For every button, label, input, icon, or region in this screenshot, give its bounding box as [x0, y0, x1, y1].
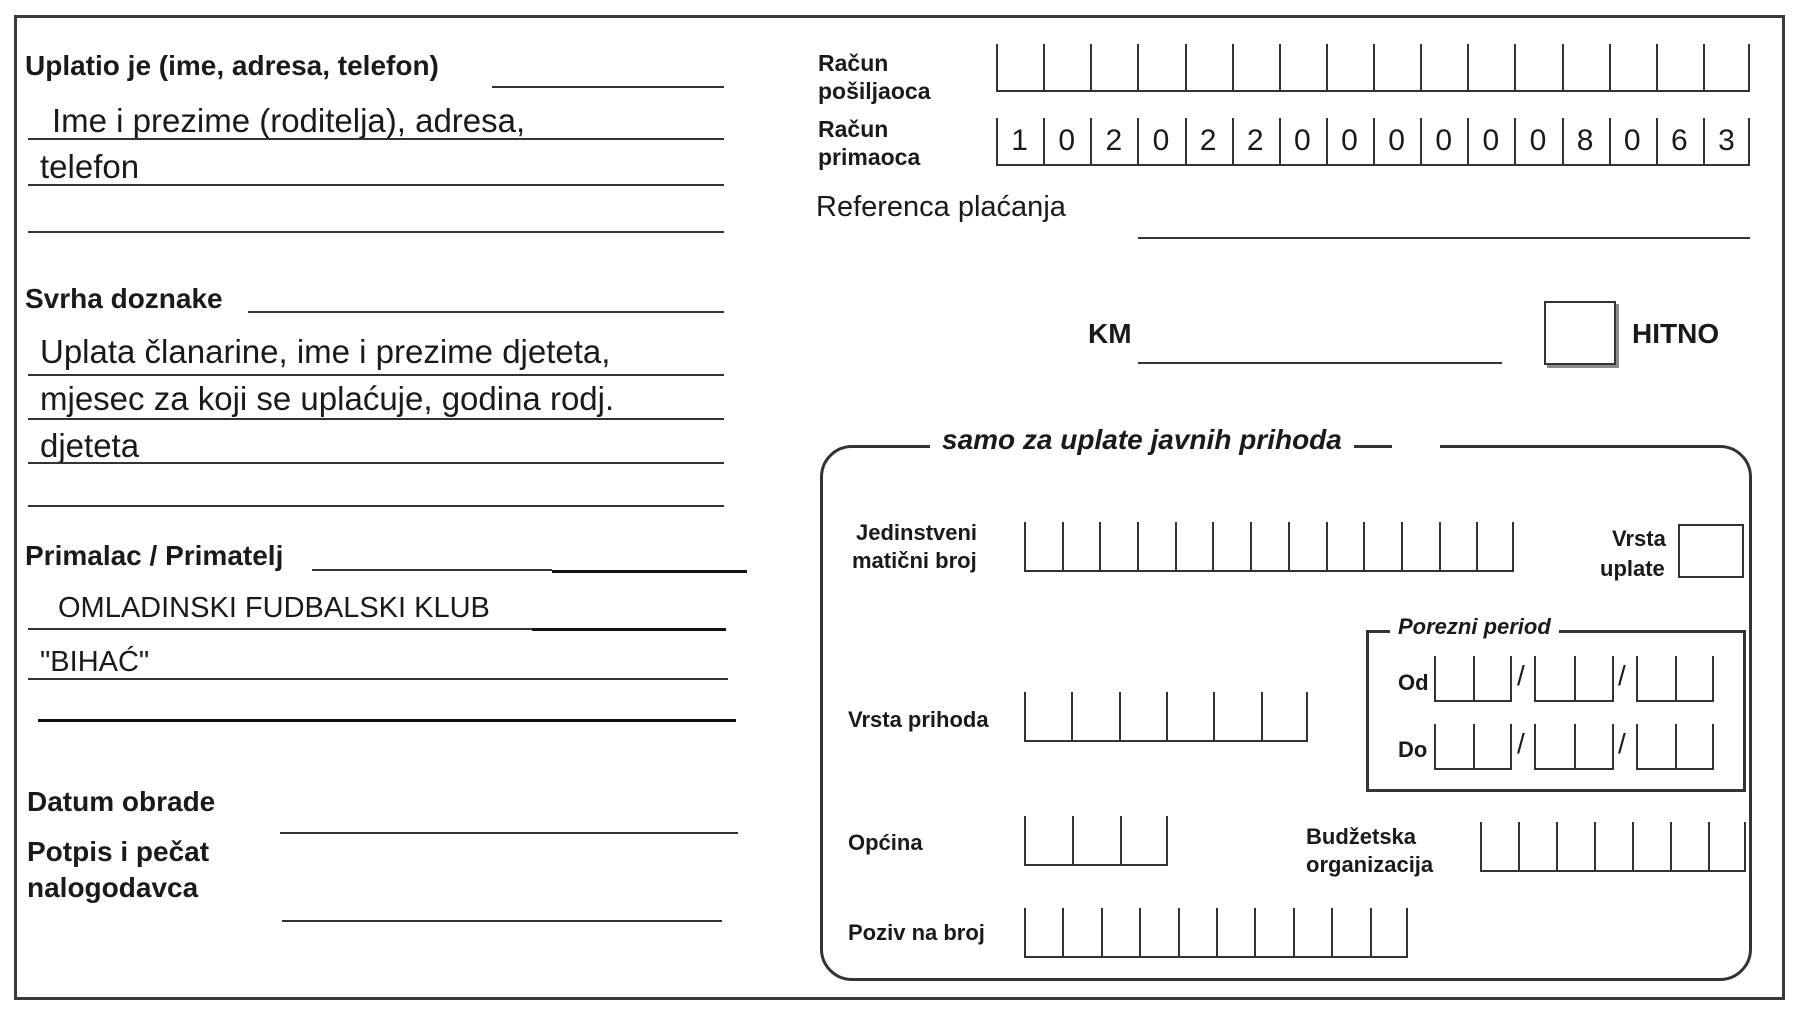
reference-number-label: Poziv na broj [848, 920, 985, 945]
comb-divider [1024, 692, 1026, 740]
recipient-account-digit: 0 [1623, 124, 1641, 157]
budget-org-label-2: organizacija [1306, 852, 1434, 877]
recipient-account-digit: 3 [1718, 124, 1735, 157]
signature-line[interactable] [282, 920, 722, 922]
from-month-field[interactable] [1534, 656, 1614, 702]
budget-org-label-1: Budžetska [1306, 824, 1417, 849]
recipient-account-digit: 0 [1482, 124, 1500, 157]
purpose-label: Svrha doznake [25, 283, 223, 314]
comb-divider [1185, 44, 1187, 90]
recipient-line-1[interactable]: OMLADINSKI FUDBALSKI KLUB [58, 592, 490, 624]
comb-divider [1216, 908, 1218, 956]
comb-divider [1476, 522, 1478, 570]
comb-divider [1072, 816, 1074, 864]
comb-divider [1363, 522, 1365, 570]
comb-divider [1712, 656, 1714, 700]
jmb-label-1: Jedinstveni [856, 520, 978, 545]
comb-divider [1166, 816, 1168, 864]
comb-divider [1250, 522, 1252, 570]
comb-divider [1370, 908, 1372, 956]
comb-divider [1166, 692, 1168, 740]
comb-divider [1632, 822, 1634, 870]
to-day-field[interactable] [1434, 724, 1512, 770]
to-year-field[interactable] [1636, 724, 1714, 770]
recipient-line-1-underline-thick [532, 628, 726, 631]
purpose-line-4-underline[interactable] [28, 505, 724, 507]
comb-divider [1670, 822, 1672, 870]
comb-divider [1703, 44, 1705, 90]
recipient-account-label-2: primaoca [818, 144, 921, 170]
comb-divider [1137, 44, 1139, 90]
comb-divider [1024, 816, 1026, 864]
comb-divider [1512, 522, 1514, 570]
public-revenue-title: samo za uplate javnih prihoda [930, 424, 1354, 456]
km-amount-line[interactable] [1138, 362, 1502, 364]
comb-divider [1636, 656, 1638, 700]
payer-label-underline [492, 86, 724, 88]
to-month-field[interactable] [1534, 724, 1614, 770]
payment-reference-label: Referenca plaćanja [816, 191, 1066, 223]
processing-date-line[interactable] [280, 832, 738, 834]
recipient-line-2[interactable]: "BIHAĆ" [40, 646, 150, 678]
comb-divider [1406, 908, 1408, 956]
recipient-line-1-underline [28, 628, 532, 630]
comb-divider [1473, 656, 1475, 700]
comb-divider [1071, 692, 1073, 740]
municipality-field[interactable] [1024, 816, 1168, 866]
payer-line-3-underline[interactable] [28, 231, 724, 233]
comb-divider [1473, 724, 1475, 768]
comb-divider [1213, 692, 1215, 740]
recipient-account-label-1: Račun [818, 116, 889, 142]
comb-divider [1062, 522, 1064, 570]
comb-divider [1434, 656, 1436, 700]
recipient-account-field[interactable] [996, 118, 1750, 166]
comb-divider [1574, 656, 1576, 700]
comb-divider [1594, 822, 1596, 870]
from-separator-1: / [1517, 660, 1525, 691]
payer-line-2[interactable]: telefon [40, 148, 140, 185]
processing-date-label: Datum obrade [27, 786, 216, 817]
recipient-account-digit: 0 [1388, 124, 1405, 157]
recipient-account-digit: 8 [1576, 124, 1594, 157]
recipient-account-digit: 0 [1293, 124, 1311, 157]
comb-divider [1748, 44, 1750, 90]
purpose-line-3[interactable]: djeteta [40, 427, 140, 464]
km-label: KM [1088, 318, 1132, 349]
purpose-line-2[interactable]: mjesec za koji se uplaćuje, godina rodj. [40, 380, 615, 417]
purpose-label-underline [248, 311, 724, 313]
to-separator-1: / [1517, 728, 1525, 759]
comb-divider [1612, 724, 1614, 768]
comb-divider [1636, 724, 1638, 768]
comb-divider [1420, 44, 1422, 90]
comb-divider [1279, 44, 1281, 90]
recipient-account-digit: 0 [1435, 124, 1453, 157]
urgent-checkbox[interactable] [1544, 301, 1616, 365]
comb-divider [1373, 44, 1375, 90]
budget-org-field[interactable] [1480, 822, 1746, 872]
comb-divider [1534, 656, 1536, 700]
comb-divider [1254, 908, 1256, 956]
comb-divider [1518, 822, 1520, 870]
comb-divider [1175, 522, 1177, 570]
comb-divider [1510, 724, 1512, 768]
recipient-label-underline-thick [552, 570, 747, 573]
from-day-field[interactable] [1434, 656, 1512, 702]
comb-divider [1514, 44, 1516, 90]
recipient-account-digit: 2 [1199, 124, 1217, 157]
recipient-account-digit: 0 [1058, 124, 1076, 157]
comb-divider [1119, 692, 1121, 740]
sender-account-label-2: pošiljaoca [818, 78, 931, 104]
recipient-account-digit: 1 [1011, 124, 1028, 157]
comb-divider [1574, 724, 1576, 768]
payer-line-2-underline [28, 184, 724, 186]
recipient-line-3-underline[interactable] [38, 719, 736, 722]
title-gap-mask [1392, 436, 1440, 454]
comb-divider [1120, 816, 1122, 864]
jmb-field[interactable] [1024, 522, 1514, 572]
comb-divider [1656, 44, 1658, 90]
comb-divider [1712, 724, 1714, 768]
sender-account-label-1: Račun [818, 50, 889, 76]
reference-number-field[interactable] [1024, 908, 1408, 958]
comb-divider [996, 44, 998, 90]
comb-divider [1675, 724, 1677, 768]
comb-divider [1178, 908, 1180, 956]
from-year-field[interactable] [1636, 656, 1714, 702]
comb-divider [1534, 724, 1536, 768]
comb-divider [1675, 656, 1677, 700]
payment-type-label-1: Vrsta [1612, 526, 1666, 551]
revenue-type-field[interactable] [1024, 692, 1308, 742]
recipient-label-underline [312, 569, 552, 571]
comb-divider [1556, 822, 1558, 870]
comb-divider [1708, 822, 1710, 870]
comb-divider [1261, 692, 1263, 740]
to-separator-2: / [1618, 728, 1626, 759]
comb-divider [1744, 822, 1746, 870]
signature-label-2: nalogodavca [27, 872, 199, 903]
comb-divider [1090, 44, 1092, 90]
comb-divider [1232, 44, 1234, 90]
comb-divider [1293, 908, 1295, 956]
payment-reference-line[interactable] [1138, 237, 1750, 239]
comb-divider [1024, 522, 1026, 570]
comb-divider [1288, 522, 1290, 570]
comb-divider [1139, 908, 1141, 956]
comb-divider [1510, 656, 1512, 700]
comb-divider [1101, 908, 1103, 956]
sender-account-field[interactable] [996, 44, 1750, 92]
payment-type-box[interactable] [1678, 524, 1744, 578]
tax-period-title: Porezni period [1390, 614, 1559, 640]
comb-divider [1612, 656, 1614, 700]
jmb-label-2: matični broj [852, 548, 977, 573]
comb-divider [1326, 44, 1328, 90]
municipality-label: Općina [848, 830, 923, 855]
comb-divider [1562, 44, 1564, 90]
comb-divider [1212, 522, 1214, 570]
comb-divider [1137, 522, 1139, 570]
recipient-account-digit: 2 [1246, 124, 1264, 157]
payer-label: Uplatio je (ime, adresa, telefon) [25, 50, 439, 81]
purpose-line-1-underline [28, 374, 724, 376]
recipient-account-digit: 0 [1152, 124, 1170, 157]
from-separator-2: / [1618, 660, 1626, 691]
recipient-account-digit: 6 [1670, 124, 1688, 157]
comb-divider [1434, 724, 1436, 768]
comb-divider [1331, 908, 1333, 956]
recipient-line-2-underline [28, 678, 728, 680]
payer-line-1[interactable]: Ime i prezime (roditelja), adresa, [52, 102, 526, 139]
recipient-account-digit: 0 [1529, 124, 1547, 157]
comb-divider [1401, 522, 1403, 570]
recipient-label: Primalac / Primatelj [25, 540, 284, 571]
purpose-line-3-underline [28, 462, 724, 464]
recipient-account-digit: 0 [1341, 124, 1358, 157]
comb-divider [1306, 692, 1308, 740]
tax-period-from-label: Od [1398, 670, 1429, 695]
comb-divider [1467, 44, 1469, 90]
comb-divider [1480, 822, 1482, 870]
recipient-account-digit: 2 [1105, 124, 1123, 157]
purpose-line-2-underline [28, 418, 724, 420]
comb-divider [1439, 522, 1441, 570]
comb-divider [1326, 522, 1328, 570]
comb-divider [1062, 908, 1064, 956]
comb-divider [1024, 908, 1026, 956]
tax-period-to-label: Do [1398, 737, 1428, 762]
payment-type-label-2: uplate [1600, 556, 1665, 581]
payer-line-1-underline [28, 138, 724, 140]
purpose-line-1[interactable]: Uplata članarine, ime i prezime djeteta, [40, 333, 611, 370]
comb-divider [1099, 522, 1101, 570]
comb-divider [1043, 44, 1045, 90]
comb-divider [1609, 44, 1611, 90]
signature-label-1: Potpis i pečat [27, 836, 210, 867]
revenue-type-label: Vrsta prihoda [848, 707, 989, 732]
urgent-label: HITNO [1632, 318, 1720, 349]
